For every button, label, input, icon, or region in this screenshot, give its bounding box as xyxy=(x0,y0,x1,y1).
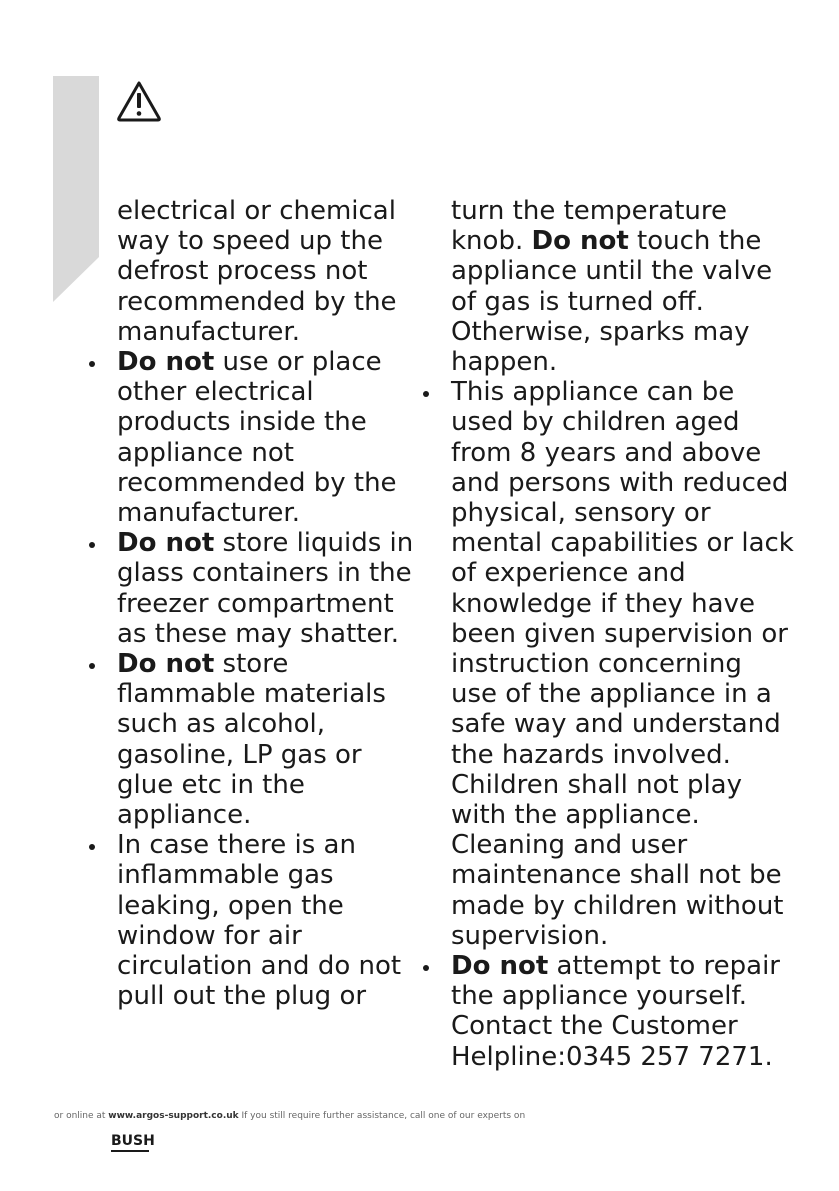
right-bullet-list xyxy=(451,377,796,1072)
bullet-bold-lead: Do not xyxy=(451,951,549,982)
bullet-bold-lead: Do not xyxy=(117,649,215,680)
bullet-text: In case there is an inflammable gas leaking, open the window for air circulation and do not pull out the plug or xyxy=(117,830,402,1012)
intro-bold: Do not xyxy=(531,226,629,257)
list-item xyxy=(117,528,417,649)
list-item xyxy=(117,649,417,830)
list-item xyxy=(117,830,417,1011)
footer-prefix: or online at xyxy=(54,1111,109,1121)
bullet-text: attempt to repair the appliance yourself. Contact the Customer Helpline:0345 257 7271. xyxy=(451,951,780,1072)
bullet-bold-lead: Do not xyxy=(117,528,215,559)
support-website-link[interactable]: www.argos-support.co.uk xyxy=(108,1111,239,1121)
bullet-text: store flammable materials such as alcohol, gasoline, LP gas or glue etc in the appliance. xyxy=(117,649,386,831)
left-column xyxy=(117,196,417,1011)
left-intro-text: electrical or chemical way to speed up the defrost process not recommended by the manufacturer. xyxy=(117,196,397,347)
brand-underline xyxy=(111,1150,149,1152)
right-column xyxy=(451,196,796,1072)
bullet-bold-lead: Do not xyxy=(117,347,215,378)
brand-logo: BUSH xyxy=(111,1133,155,1149)
warning-triangle-icon xyxy=(116,80,162,122)
footer-suffix: If you still require further assistance, call one of our experts on xyxy=(238,1111,526,1121)
list-item xyxy=(117,347,417,528)
list-item xyxy=(451,951,796,1072)
footer-support-line xyxy=(54,1111,525,1121)
left-bullet-list xyxy=(117,347,417,1011)
right-intro-text xyxy=(451,196,796,377)
bullet-text: This appliance can be used by children aged from 8 years and above and persons with reduced physical, sensory or mental capabilities or lack of experience and knowledge if they have been given supervision or instruction concerning use of the appliance in a safe way and understand the hazards involved. Children shall not play with the appliance. Cleaning and user maintenance shall not be made by children without supervision. xyxy=(451,377,794,951)
bullet-text: use or place other electrical products inside the appliance not recommended by the manufacturer. xyxy=(117,347,397,529)
intro-text-a: turn the temperature knob. xyxy=(451,196,728,257)
bullet-text: store liquids in glass containers in the freezer compartment as these may shatter. xyxy=(117,528,414,649)
list-item xyxy=(451,377,796,951)
intro-text-b: touch the appliance until the valve of gas is turned off. Otherwise, sparks may happen. xyxy=(451,226,773,378)
